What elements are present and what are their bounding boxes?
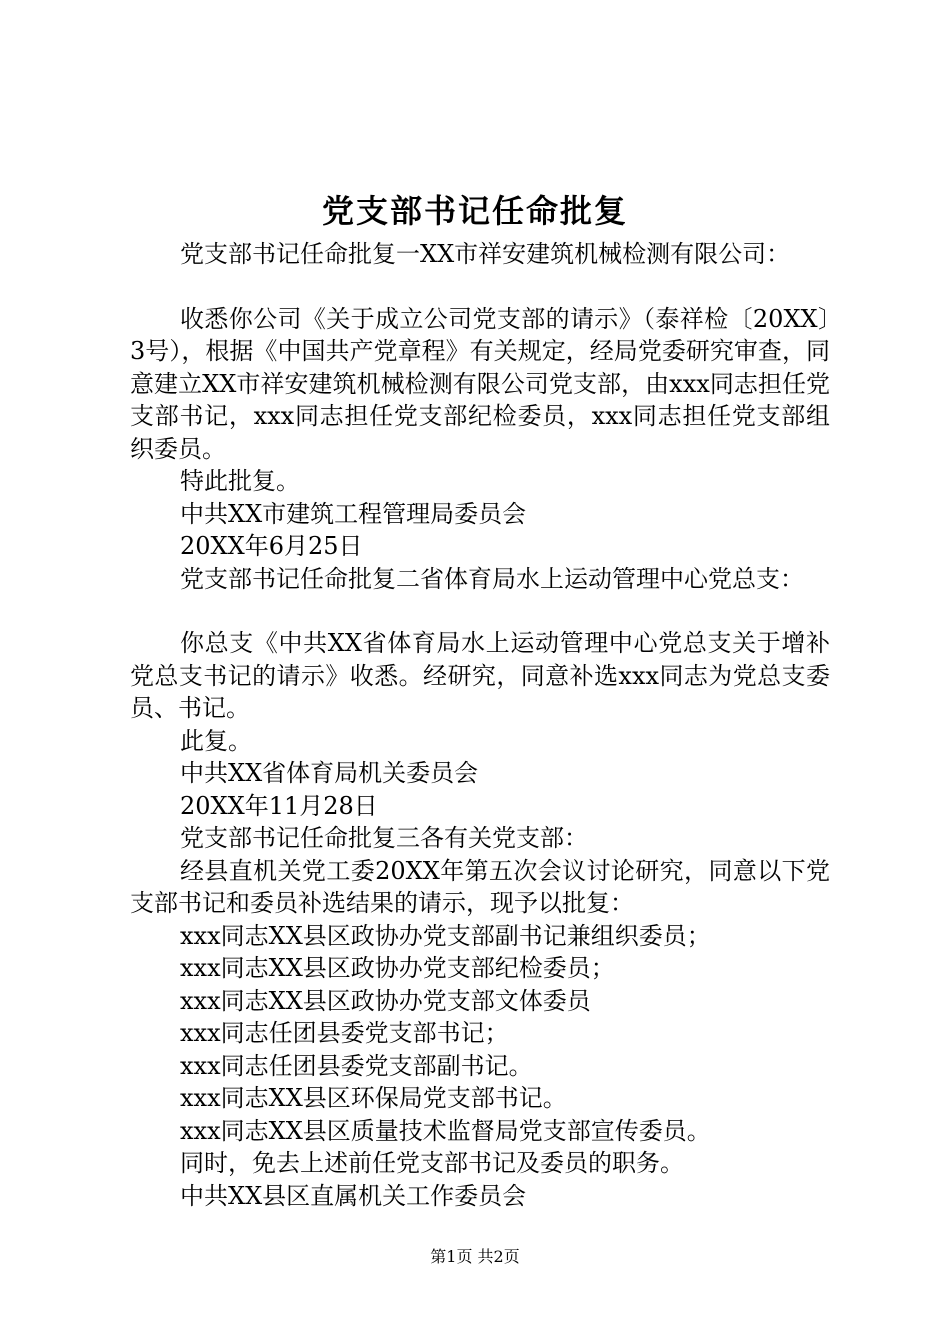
list-item: xxx同志XX县区政协办党支部文体委员 <box>180 986 591 1015</box>
paragraph-reply-1-issuer: 中共XX市建筑工程管理局委员会 <box>180 499 527 528</box>
page-footer: 第1页 共2页 <box>430 1247 520 1266</box>
document-title: 党支部书记任命批复 <box>321 192 628 230</box>
paragraph-reply-2-closing: 此复。 <box>180 726 252 755</box>
list-item: xxx同志XX县区环保局党支部书记。 <box>180 1084 567 1112</box>
paragraph-reply-1-body: 收悉你公司《关于成立公司党支部的请示》（泰祥检〔20XX〕3号），根据《中国共产党章程》有关规定，经局党委研究审查，同意建立XX市祥安建筑机械检测有限公司党支部，由xxx同志担任党支部书记，xxx同志担任党支部纪检委员，xxx同志担任党支部组织委员。 <box>130 304 830 463</box>
list-item: xxx同志XX县区政协办党支部纪检委员； <box>180 954 615 982</box>
paragraph-reply-3-body: 经县直机关党工委20XX年第五次会议讨论研究，同意以下党支部书记和委员补选结果的请示，现予以批复： <box>130 856 830 917</box>
paragraph-reply-1-closing: 特此批复。 <box>180 467 300 495</box>
document-body <box>130 238 830 1212</box>
paragraph-reply-1-heading: 党支部书记任命批复一XX市祥安建筑机械检测有限公司： <box>180 240 791 268</box>
paragraph-reply-2-body: 你总支《中共XX省体育局水上运动管理中心党总支关于增补党总支书记的请示》收悉。经研究，同意补选xxx同志为党总支委员、书记。 <box>130 629 830 722</box>
paragraph-reply-2-issuer: 中共XX省体育局机关委员会 <box>180 759 479 787</box>
paragraph-reply-3-issuer: 中共XX县区直属机关工作委员会 <box>180 1181 527 1210</box>
paragraph-reply-3-heading: 党支部书记任命批复三各有关党支部： <box>180 824 588 852</box>
paragraph-reply-2-date: 20XX年11月28日 <box>180 791 378 820</box>
paragraph-reply-3-closing: 同时，免去上述前任党支部书记及委员的职务。 <box>180 1149 684 1177</box>
paragraph-reply-1-date: 20XX年6月25日 <box>180 532 363 560</box>
list-item: xxx同志任团县委党支部书记； <box>180 1019 509 1047</box>
list-item: xxx同志任团县委党支部副书记。 <box>180 1051 533 1080</box>
list-item: xxx同志XX县区政协办党支部副书记兼组织委员； <box>180 921 711 950</box>
blank-line <box>130 271 830 303</box>
blank-line <box>130 595 830 627</box>
paragraph-reply-2-heading: 党支部书记任命批复二省体育局水上运动管理中心党总支： <box>180 564 804 593</box>
list-item: xxx同志XX县区质量技术监督局党支部宣传委员。 <box>180 1116 711 1145</box>
